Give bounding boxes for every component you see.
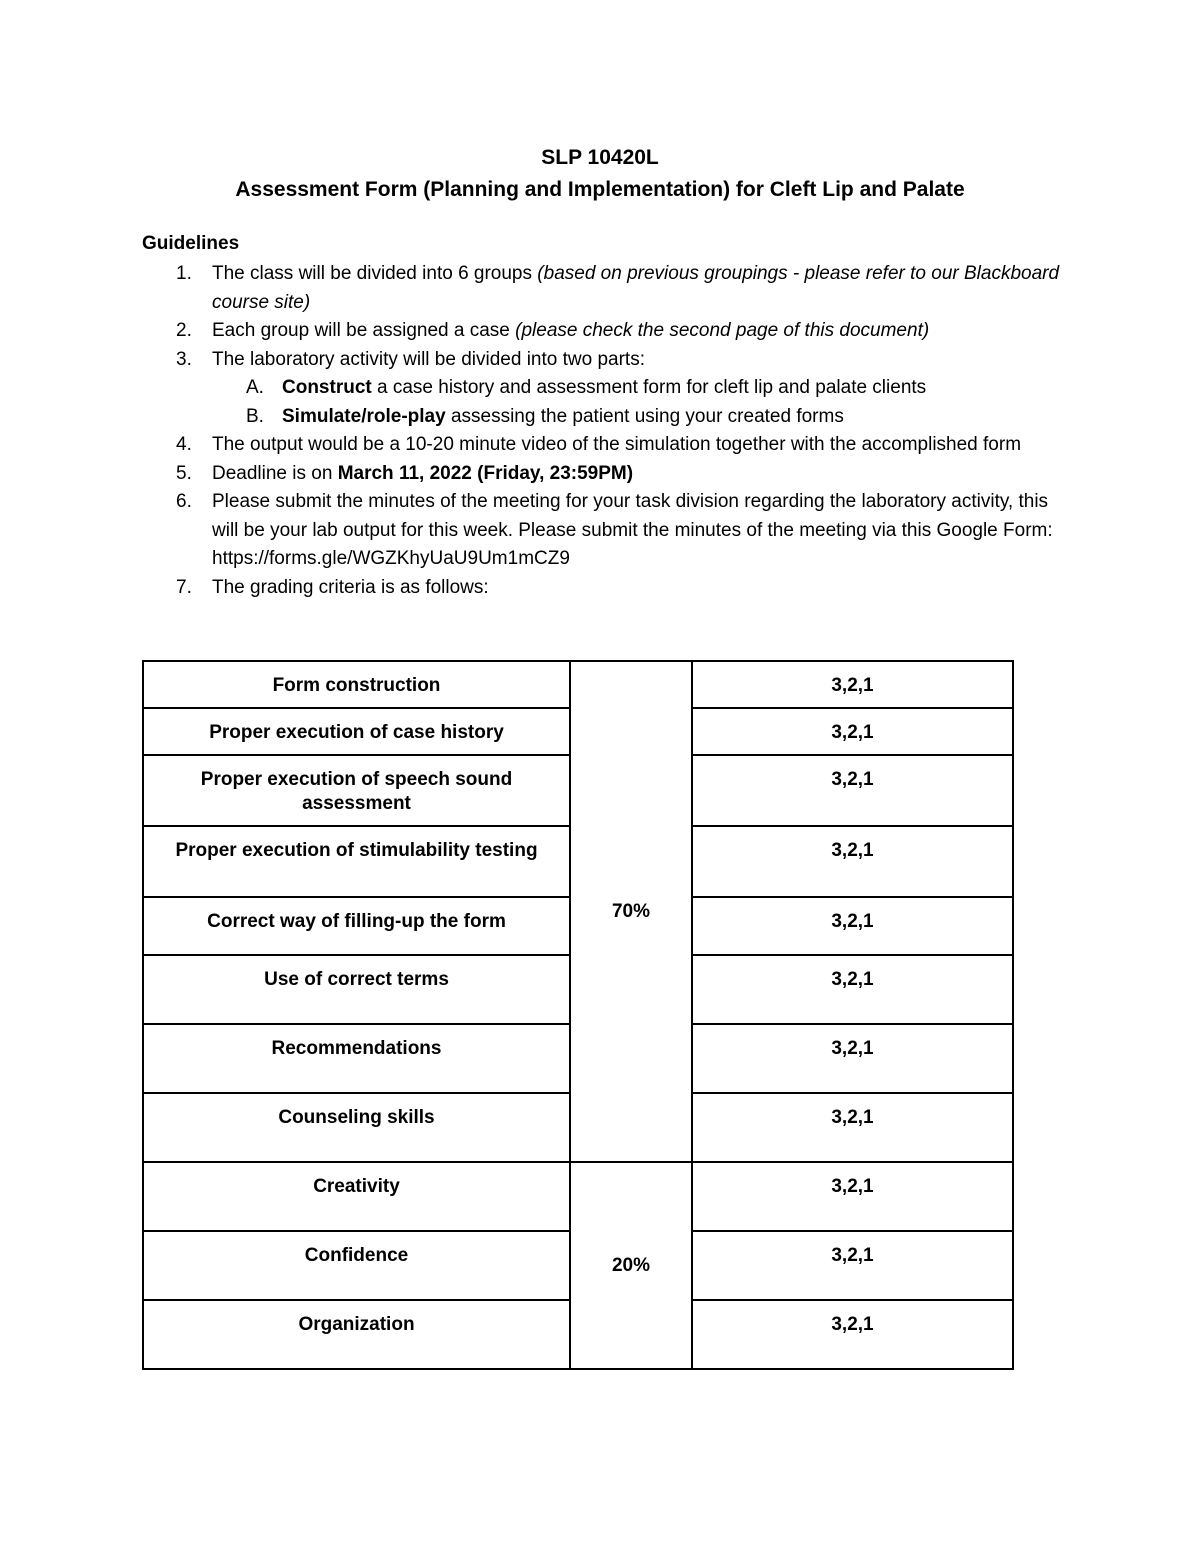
criterion-cell: Correct way of filling-up the form [143, 897, 570, 955]
score-cell: 3,2,1 [692, 826, 1013, 897]
item-text: The grading criteria is as follows: [212, 576, 489, 598]
item-number: 5. [176, 462, 192, 484]
list-item [142, 488, 1062, 574]
criterion-cell: Proper execution of stimulability testing [143, 826, 570, 897]
criterion-cell: Proper execution of speech sound assessment [143, 755, 570, 826]
grading-criteria-table [142, 660, 1014, 1370]
list-item [142, 574, 1062, 603]
sub-item-letter: A. [246, 377, 264, 398]
item-text: Deadline is on [212, 462, 338, 484]
criterion-cell: Confidence [143, 1231, 570, 1300]
score-cell: 3,2,1 [692, 1024, 1013, 1093]
criterion-cell: Recommendations [143, 1024, 570, 1093]
item-text: The output would be a 10-20 minute video of the simulation together with the accomplished form [212, 434, 1022, 455]
weight-cell-20: 20% [570, 1162, 692, 1369]
criterion-cell: Creativity [143, 1162, 570, 1231]
item-number: 2. [176, 320, 192, 341]
score-cell: 3,2,1 [692, 1162, 1013, 1231]
guidelines-heading: Guidelines [142, 233, 240, 254]
score-cell: 3,2,1 [692, 755, 1013, 826]
list-item [142, 346, 1062, 375]
item-number: 7. [176, 576, 192, 598]
score-cell: 3,2,1 [692, 1231, 1013, 1300]
score-cell: 3,2,1 [692, 897, 1013, 955]
item-number: 4. [176, 434, 192, 455]
item-number: 3. [176, 348, 192, 370]
title-block [0, 142, 1200, 206]
criterion-cell: Organization [143, 1300, 570, 1369]
score-cell: 3,2,1 [692, 955, 1013, 1024]
score-cell: 3,2,1 [692, 708, 1013, 755]
deadline-date: March 11, 2022 (Friday, 23:59PM) [337, 462, 634, 484]
criterion-cell: Use of correct terms [143, 955, 570, 1024]
course-code: SLP 10420L [541, 146, 659, 169]
item-text: The class will be divided into 6 groups [212, 263, 538, 284]
sub-list-item [142, 374, 1062, 403]
sub-item-text: a case history and assessment form for cleft lip and palate clients [371, 377, 927, 398]
sub-item-letter: B. [246, 405, 264, 427]
criterion-cell: Form construction [143, 661, 570, 708]
page-title: Assessment Form (Planning and Implementation) for Cleft Lip and Palate [235, 178, 965, 201]
score-cell: 3,2,1 [692, 661, 1013, 708]
item-text: Please submit the minutes of the meeting for your task division regarding the laboratory activity, this will be your lab output for this week. Please submit the minutes of the meeting via this Google Form: https://forms.gle/WGZKhyUaU9Um1mCZ9 [212, 491, 1053, 569]
item-note: (please check the second page of this document) [515, 320, 930, 341]
item-number: 6. [176, 491, 192, 512]
score-cell: 3,2,1 [692, 1300, 1013, 1369]
sub-item-keyword: Construct [282, 377, 372, 398]
list-item [142, 460, 1062, 489]
sub-item-text: assessing the patient using your created forms [445, 405, 844, 427]
item-text: Each group will be assigned a case [212, 320, 516, 341]
criterion-cell: Counseling skills [143, 1093, 570, 1162]
list-item [142, 431, 1062, 460]
sub-item-keyword: Simulate/role-play [282, 405, 446, 427]
guidelines-list [142, 260, 1062, 602]
list-item [142, 317, 1062, 346]
table-row [143, 1162, 1013, 1231]
item-note: (based on previous groupings - please refer to our Blackboard course site) [212, 263, 1060, 313]
criterion-cell: Proper execution of case history [143, 708, 570, 755]
list-item [142, 260, 1062, 317]
item-number: 1. [176, 263, 192, 284]
item-text: The laboratory activity will be divided into two parts: [212, 348, 645, 370]
table-row [143, 661, 1013, 708]
weight-cell-70: 70% [570, 661, 692, 1162]
score-cell: 3,2,1 [692, 1093, 1013, 1162]
sub-list-item [142, 403, 1062, 432]
